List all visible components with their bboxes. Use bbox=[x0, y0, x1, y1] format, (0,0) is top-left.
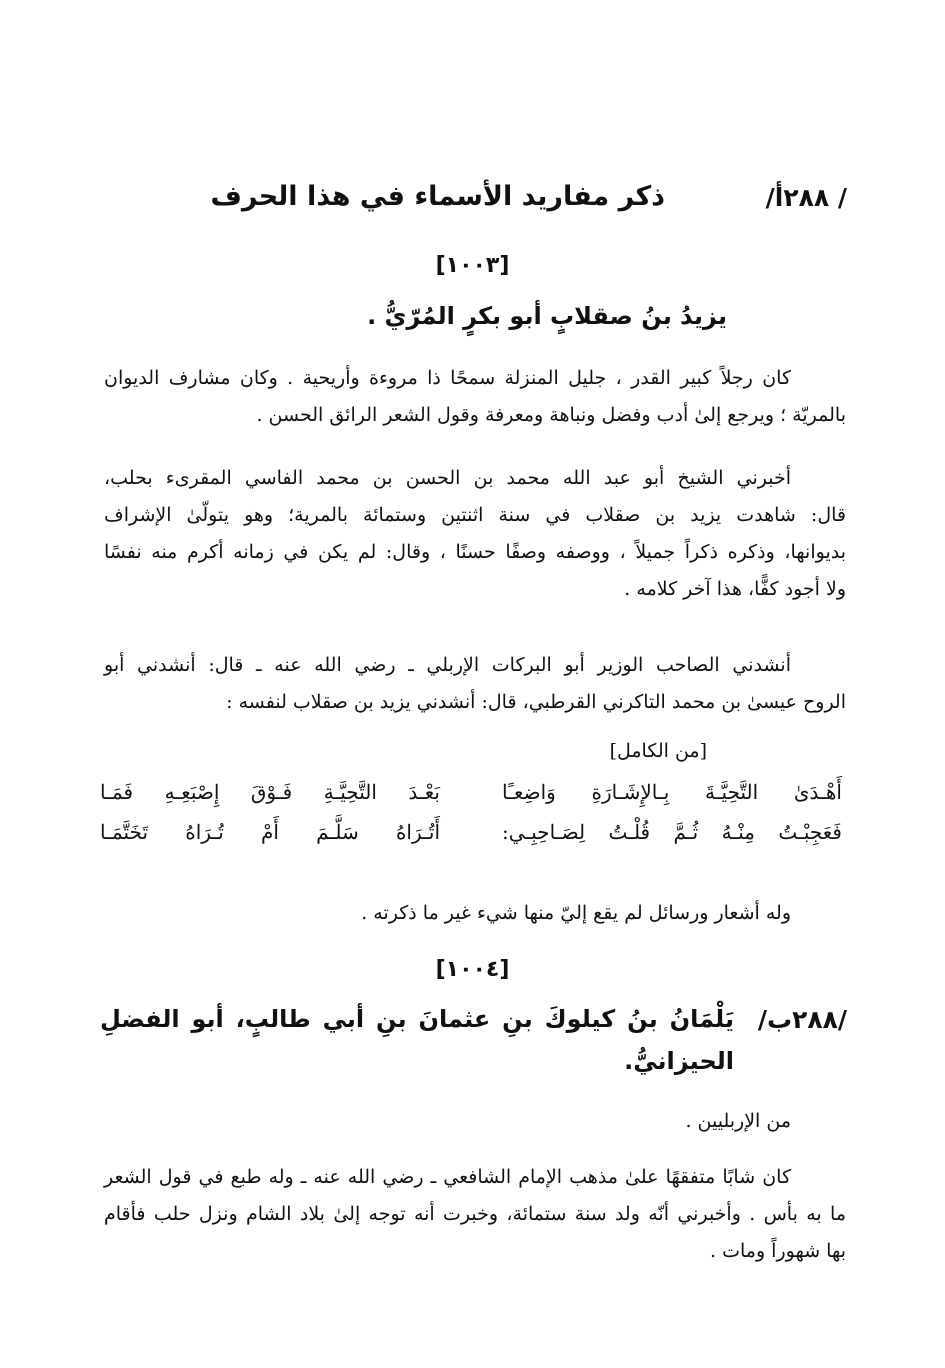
text-line: بالمريّة ؛ ويرجع إلىٰ أدب وفضل ونباهة ومعرفة وقول الشعر الرائق الحسن . bbox=[256, 404, 846, 426]
entry-name: يزيدُ بنُ صقلابٍ أبو بكرٍ المُرّيُّ . bbox=[367, 302, 727, 330]
entry-name-continued: الحيزانيُّ. bbox=[624, 1047, 734, 1075]
paragraph bbox=[104, 895, 846, 932]
text-line: الروح عيسىٰ بن محمد التاكرني القرطبي، قال: أنشدني يزيد بن صقلاب لنفسه : bbox=[226, 691, 846, 713]
text-line: قال: شاهدت يزيد بن صقلاب في سنة اثنتين وستمائة بالمرية؛ وهو يتولّىٰ الإشراف bbox=[104, 504, 846, 526]
verse-second-hemistich: بَعْـدَ التَّحِيَّـةِ فَـوْقَ إِصْبَعِـهِ فَمَـا bbox=[100, 780, 440, 804]
verse-line bbox=[100, 820, 842, 860]
text-line: أخبرني الشيخ أبو عبد الله محمد بن الحسن بن محمد الفاسي المقرىء بحلب، bbox=[104, 467, 791, 489]
paragraph bbox=[104, 647, 846, 721]
verse-first-hemistich: أَهْـدَىٰ التَّحِيَّـةَ بِـالإِشَـارَةِ وَاضِعـًا bbox=[502, 780, 842, 804]
verse-first-hemistich: فَعَجِبْـتُ مِنْـهُ ثُـمَّ قُلْـتُ لِصَـاحِبِـي: bbox=[502, 820, 842, 844]
entry-number: [١٠٠٤] bbox=[435, 957, 510, 982]
text-line: كان شابًا متفقهًا علىٰ مذهب الإمام الشافعي ـ رضي الله عنه ـ وله طبع في قول الشعر bbox=[104, 1166, 791, 1188]
text-line: بديوانها، وذكره ذكراً جميلاً ، ووصفه وصفًا حسنًا ، وقال: لم يكن في زمانه أكرم منه نفسًا bbox=[104, 541, 846, 563]
text-line: ولا أجود كفًّا، هذا آخر كلامه . bbox=[624, 578, 846, 600]
paragraph bbox=[104, 460, 846, 608]
paragraph bbox=[104, 1103, 846, 1140]
poetic-meter-label: [من الكامل] bbox=[609, 740, 707, 762]
folio-margin-note: / ٢٨٨أ/ bbox=[765, 183, 847, 212]
text-line: أنشدني الصاحب الوزير أبو البركات الإربلي ـ رضي الله عنه ـ قال: أنشدني أبو bbox=[104, 654, 791, 676]
section-title: ذكر مفاريد الأسماء في هذا الحرف bbox=[210, 181, 665, 212]
verse-line bbox=[100, 780, 842, 820]
entry-number: [١٠٠٣] bbox=[435, 253, 510, 278]
text-line: وله أشعار ورسائل لم يقع إليّ منها شيء غير ما ذكرته . bbox=[361, 902, 791, 924]
text-line: ما به بأس . وأخبرني أنّه ولد سنة ستمائة، وخبرت أنه توجه إلىٰ بلاد الشام ونزل حلب فأقام bbox=[104, 1203, 846, 1225]
paragraph bbox=[104, 1159, 846, 1270]
paragraph bbox=[104, 360, 846, 434]
folio-margin-note: /٢٨٨ب/ bbox=[757, 1005, 847, 1034]
text-line: بها شهوراً ومات . bbox=[710, 1240, 846, 1262]
entry-name: يَلْمَانُ بنُ كيلوكَ بنِ عثمانَ بنِ أبي طالبٍ، أبو الفضلِ bbox=[100, 1005, 734, 1033]
verse-second-hemistich: أَتُـرَاهُ سَلَّـمَ أَمْ تُـرَاهُ تَخَتَّمَـا bbox=[100, 820, 440, 844]
text-line: من الإربليين . bbox=[685, 1110, 791, 1132]
text-line: كان رجلاً كبير القدر ، جليل المنزلة سمحًا ذا مروءة وأريحية . وكان مشارف الديوان bbox=[104, 367, 791, 389]
